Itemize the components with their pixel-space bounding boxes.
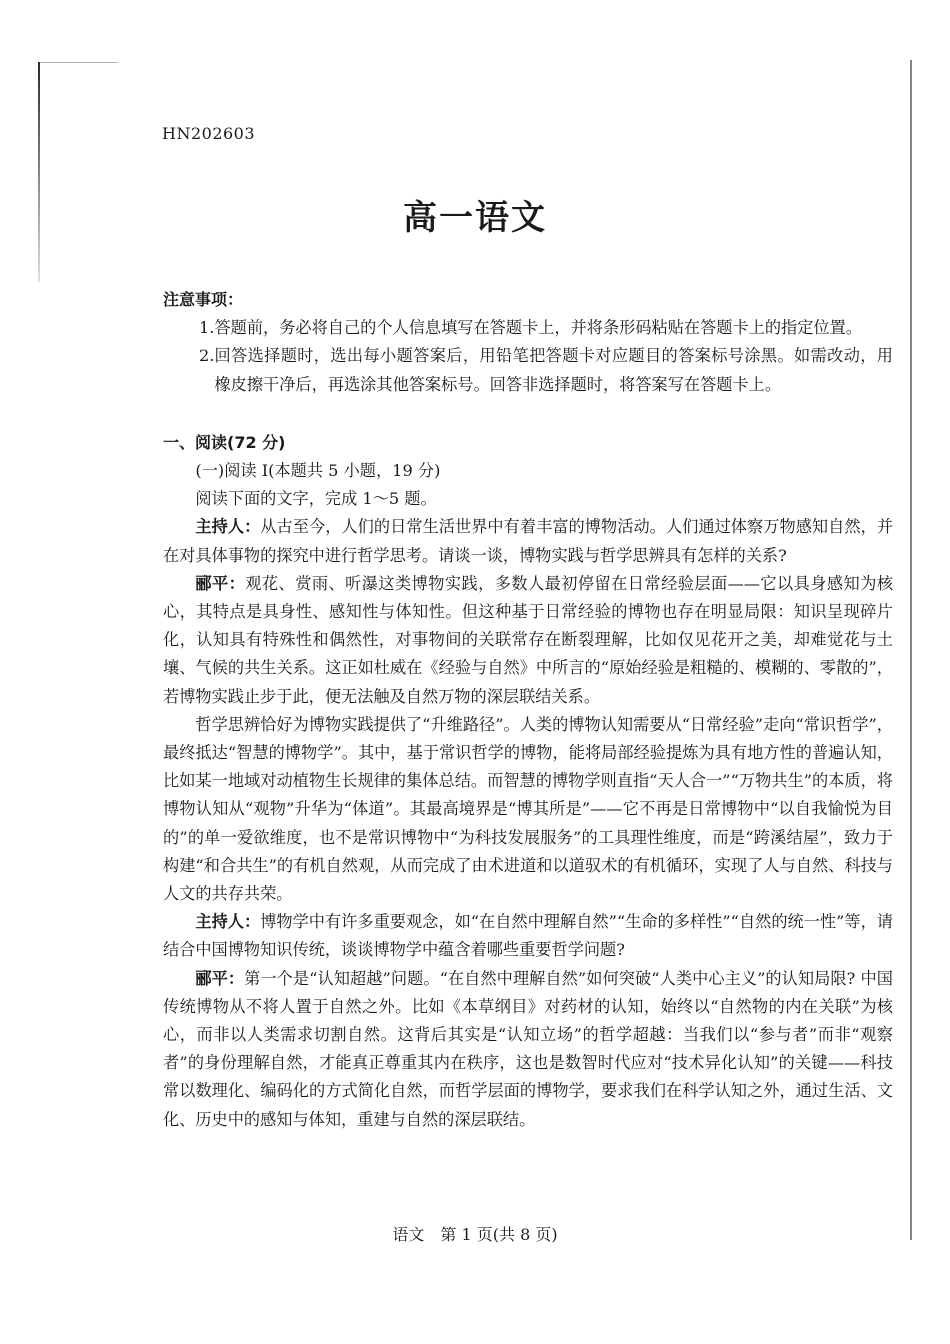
sub-section-heading: (一)阅读 I(本题共 5 小题，19 分) <box>195 461 441 481</box>
dialogue-paragraph <box>163 908 893 964</box>
scan-edge-left <box>38 62 40 282</box>
dialogue-paragraph <box>163 711 893 908</box>
page-content <box>163 286 893 1134</box>
dialogue-paragraph <box>163 513 893 569</box>
speaker-label: 郦平： <box>195 968 245 988</box>
dialogue-paragraph <box>163 965 893 1134</box>
paragraph-text: 从古至今，人们的日常生活世界中有着丰富的博物活动。人们通过体察万物感知自然，并在对具体事物的探究中进行哲学思考。请谈一谈，博物实践与哲学思辨具有怎样的关系? <box>163 517 894 565</box>
reading-instruction: 阅读下面的文字，完成 1～5 题。 <box>195 489 437 509</box>
paragraph-text: 博物学中有许多重要观念，如“在自然中理解自然”“生命的多样性”“自然的统一性”等，请结合中国博物知识传统，谈谈博物学中蕴含着哪些重要哲学问题? <box>163 912 893 960</box>
page-title: 高一语文 <box>403 198 547 238</box>
paragraph-text: 哲学思辨恰好为博物实践提供了“升维路径”。人类的博物认知需要从“日常经验”走向“常识哲学”，最终抵达“智慧的博物学”。其中，基于常识哲学的博物，能将局部经验提炼为具有地方性的普遍认知，比如某一地域对动植物生长规律的集体总结。而智慧的博物学则直指“天人合一”“万物共生”的本质，将博物认知从“观物”升华为“体道”。其最高境界是“博其所是”——它不再是日常博物中“以自我愉悦为目的”的单一爱欲维度，也不是常识博物中“为科技发展服务”的工具理性维度，而是“跨溪结屋”，致力于构建“和合共生”的有机自然观，从而完成了由术进道和以道驭术的有机循环，实现了人与自然、科技与人文的共存共荣。 <box>163 714 893 904</box>
paragraph-text: 观花、赏雨、听瀑这类博物实践，多数人最初停留在日常经验层面——它以具身感知为核心，其特点是具身性、感知性与体知性。但这种基于日常经验的博物也存在明显局限：知识呈现碎片化，认知具有特殊性和偶然性，对事物间的关联常存在断裂理解，比如仅见花开之美，却难觉花与土壤、气候的共生关系。这正如杜威在《经验与自然》中所言的“原始经验是粗糙的、模糊的、零散的”，若博物实践止步于此，便无法触及自然万物的深层联结关系。 <box>163 573 894 706</box>
notice-item-number: 2. <box>199 346 215 366</box>
section-heading: 一、阅读(72 分) <box>163 432 286 452</box>
notice-item-text: 回答选择题时，选出每小题答案后，用铅笔把答题卡对应题目的答案标号涂黑。如需改动，用橡皮擦干净后，再选涂其他答案标号。回答非选择题时，将答案写在答题卡上。 <box>214 346 893 394</box>
exam-code: HN202603 <box>162 124 256 143</box>
notice-heading: 注意事项： <box>163 290 244 309</box>
notice-item-number: 1. <box>199 318 215 338</box>
speaker-label: 主持人： <box>195 517 261 537</box>
speaker-label: 主持人： <box>195 912 261 932</box>
notice-item-text: 答题前，务必将自己的个人信息填写在答题卡上，并将条形码粘贴在答题卡上的指定位置。 <box>214 318 862 338</box>
notice-item <box>199 342 893 398</box>
dialogue-paragraph <box>163 570 893 711</box>
notice-item <box>199 314 893 342</box>
paragraph-text: 第一个是“认知超越”问题。“在自然中理解自然”如何突破“人类中心主义”的认知局限? 中国传统博物从不将人置于自然之外。比如《本草纲目》对药材的认知，始终以“自然物的内在关联”为核心，而非以人类需求切割自然。这背后其实是“认知立场”的哲学超越：当我们以“参与者”而非“观察者”的身份理解自然，才能真正尊重其内在秩序，这也是数智时代应对“技术异化认知”的关键——科技常以数理化、编码化的方式简化自然，而哲学层面的博物学，要求我们在科学认知之外，通过生活、文化、历史中的感知与体知，重建与自然的深层联结。 <box>163 968 893 1129</box>
speaker-label: 郦平： <box>195 573 246 593</box>
scan-edge-top <box>38 62 118 63</box>
page-footer: 语文 第 1 页(共 8 页) <box>392 1225 558 1244</box>
